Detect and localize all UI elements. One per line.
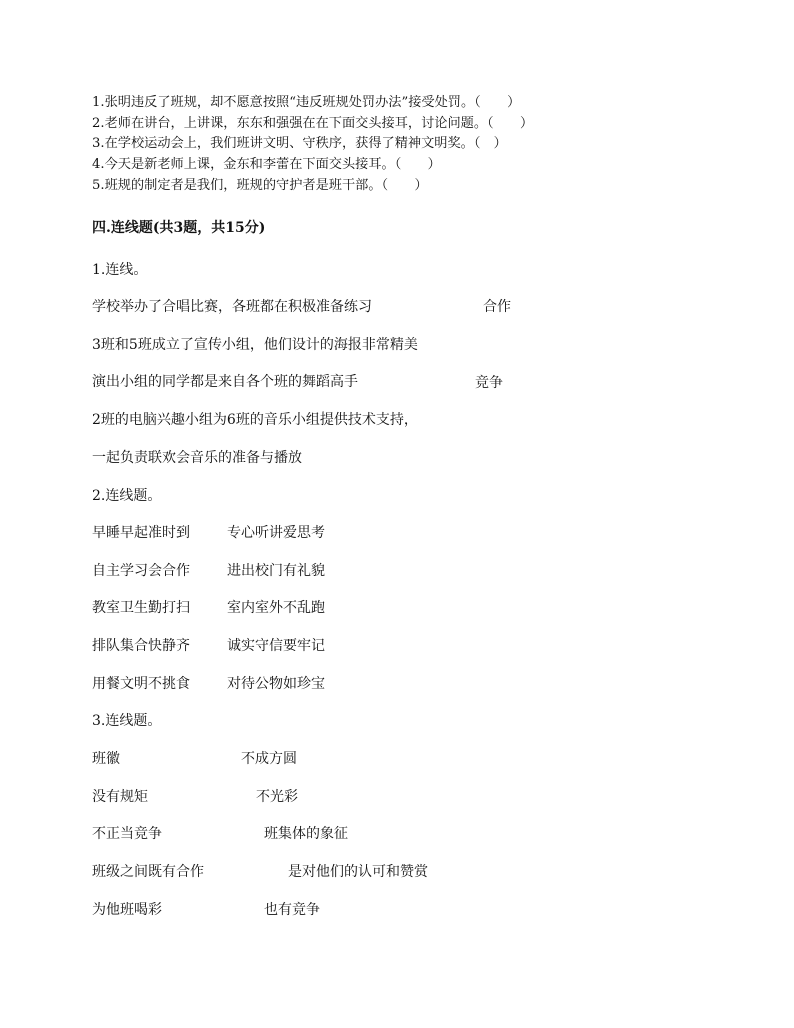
q2-right-5: 对待公物如珍宝 [227,676,325,692]
q1-left-5: 一起负责联欢会音乐的准备与播放 [92,450,302,466]
section-heading: 四.连线题(共3题，共15分) [92,220,266,236]
q2-right-2: 进出校门有礼貌 [227,563,325,579]
q1-left-3: 演出小组的同学都是来自各个班的舞蹈高手 [92,374,358,390]
q3-right-3: 班集体的象征 [264,826,348,842]
q3-left-4: 班级之间既有合作 [92,864,204,880]
q2-right-4: 诚实守信要牢记 [227,638,325,654]
q3-right-1: 不成方圆 [241,751,297,767]
q2-left-1: 早睡早起准时到 [92,525,190,541]
q3-left-1: 班徽 [92,751,120,767]
q2-right-3: 室内室外不乱跑 [227,600,325,616]
q2-left-3: 教室卫生勤打扫 [92,600,190,616]
q1-left-4: 2班的电脑兴趣小组为6班的音乐小组提供技术支持， [92,412,418,428]
q2-left-4: 排队集合快静齐 [92,638,190,654]
q1-left-1: 学校举办了合唱比赛，各班都在积极准备练习 [92,299,372,315]
q2-left-5: 用餐文明不挑食 [92,676,190,692]
tf-item-1: 1.张明违反了班规，却不愿意按照“违反班规处罚办法”接受处罚。（ ） [92,95,521,110]
q3-right-5: 也有竞争 [264,902,320,918]
q2-title: 2.连线题。 [92,488,162,504]
tf-item-3: 3.在学校运动会上，我们班讲文明、守秩序，获得了精神文明奖。（ ） [92,136,507,151]
q3-left-2: 没有规矩 [92,789,148,805]
q3-right-4: 是对他们的认可和赞赏 [288,864,428,880]
q3-right-2: 不光彩 [256,789,298,805]
tf-item-4: 4.今天是新老师上课，金东和李蕾在下面交头接耳。（ ） [92,157,441,172]
q2-right-1: 专心听讲爱思考 [227,525,325,541]
tf-item-2: 2.老师在讲台，上讲课，东东和强强在在下面交头接耳，讨论问题。（ ） [92,116,534,131]
q1-right-1: 合作 [483,299,511,315]
q1-title: 1.连线。 [92,262,148,278]
q3-left-5: 为他班喝彩 [92,902,162,918]
tf-item-5: 5.班规的制定者是我们，班规的守护者是班干部。（ ） [92,178,428,193]
q1-right-2: 竞争 [475,375,503,391]
q1-left-2: 3班和5班成立了宣传小组，他们设计的海报非常精美 [92,337,418,353]
q3-title: 3.连线题。 [92,713,162,729]
q3-left-3: 不正当竞争 [92,826,162,842]
q2-left-2: 自主学习会合作 [92,563,190,579]
